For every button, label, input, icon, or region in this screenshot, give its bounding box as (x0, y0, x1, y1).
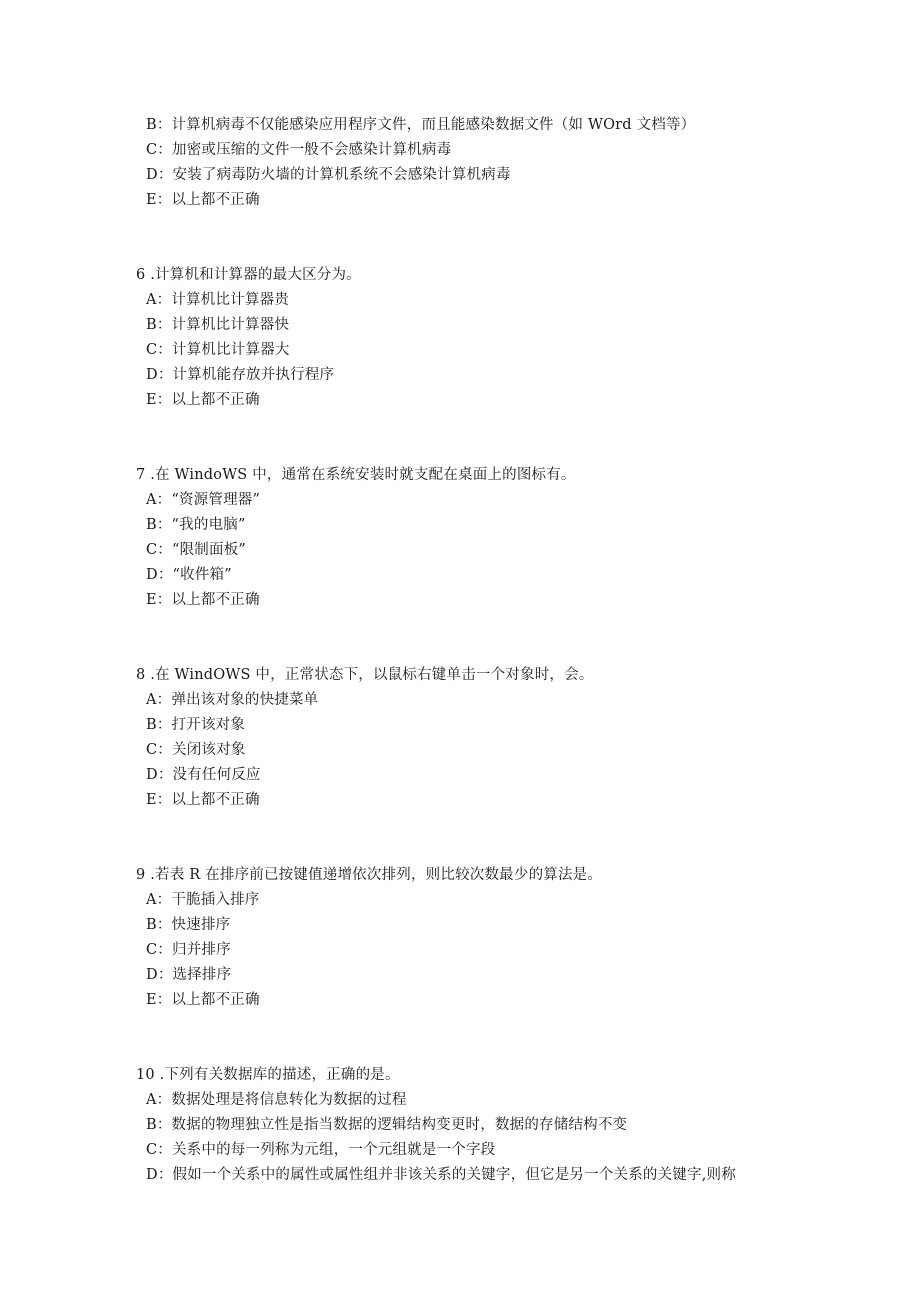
q7-stem: 7 .在 WindoWS 中，通常在系统安装时就支配在桌面上的图标有。 (136, 467, 576, 483)
q8-option-c: C：关闭该对象 (146, 742, 246, 758)
q6-option-d: D：计算机能存放并执行程序 (146, 367, 335, 383)
q10-option-c: C：关系中的每一列称为元组，一个元组就是一个字段 (146, 1142, 496, 1158)
q10-stem: 10 .下列有关数据库的描述，正确的是。 (136, 1067, 400, 1083)
q7-option-c: C：“限制面板” (146, 542, 247, 558)
q6-stem: 6 .计算机和计算器的最大区分为。 (136, 267, 361, 283)
q8-option-d: D：没有任何反应 (146, 767, 261, 783)
q9-option-e: E：以上都不正确 (146, 992, 260, 1008)
q9-option-d: D：选择排序 (146, 967, 232, 983)
q7-option-b: B：“我的电脑” (146, 517, 246, 533)
q7-option-a: A：“资源管理器” (146, 492, 261, 508)
q10-option-b: B：数据的物理独立性是指当数据的逻辑结构变更时，数据的存储结构不变 (146, 1117, 628, 1133)
q6-option-b: B：计算机比计算器快 (146, 317, 290, 333)
q7-option-d: D：“收件箱” (146, 567, 232, 583)
q9-stem: 9 .若表 R 在排序前已按键值递增依次排列，则比较次数最少的算法是。 (136, 867, 603, 883)
q6-option-e: E：以上都不正确 (146, 392, 260, 408)
q10-option-a: A：数据处理是将信息转化为数据的过程 (146, 1092, 407, 1108)
q5-option-e: E：以上都不正确 (146, 192, 260, 208)
q6-option-c: C：计算机比计算器大 (146, 342, 290, 358)
q8-option-a: A：弹出该对象的快捷菜单 (146, 692, 319, 708)
q9-option-a: A：干脆插入排序 (146, 892, 260, 908)
q7-option-e: E：以上都不正确 (146, 592, 260, 608)
q9-option-b: B：快速排序 (146, 917, 231, 933)
q8-stem: 8 .在 WindOWS 中，正常状态下，以鼠标右键单击一个对象时，会。 (136, 667, 594, 683)
q5-option-c: C：加密或压缩的文件一般不会感染计算机病毒 (146, 142, 452, 158)
q8-option-e: E：以上都不正确 (146, 792, 260, 808)
q10-option-d: D：假如一个关系中的属性或属性组并非该关系的关键字，但它是另一个关系的关键字,则称 (146, 1167, 736, 1183)
q9-option-c: C：归并排序 (146, 942, 231, 958)
q5-option-d: D：安装了病毒防火墙的计算机系统不会感染计算机病毒 (146, 167, 511, 183)
q6-option-a: A：计算机比计算器贵 (146, 292, 289, 308)
q8-option-b: B：打开该对象 (146, 717, 246, 733)
q5-option-b: B：计算机病毒不仅能感染应用程序文件，而且能感染数据文件（如 WOrd 文档等） (146, 117, 696, 133)
